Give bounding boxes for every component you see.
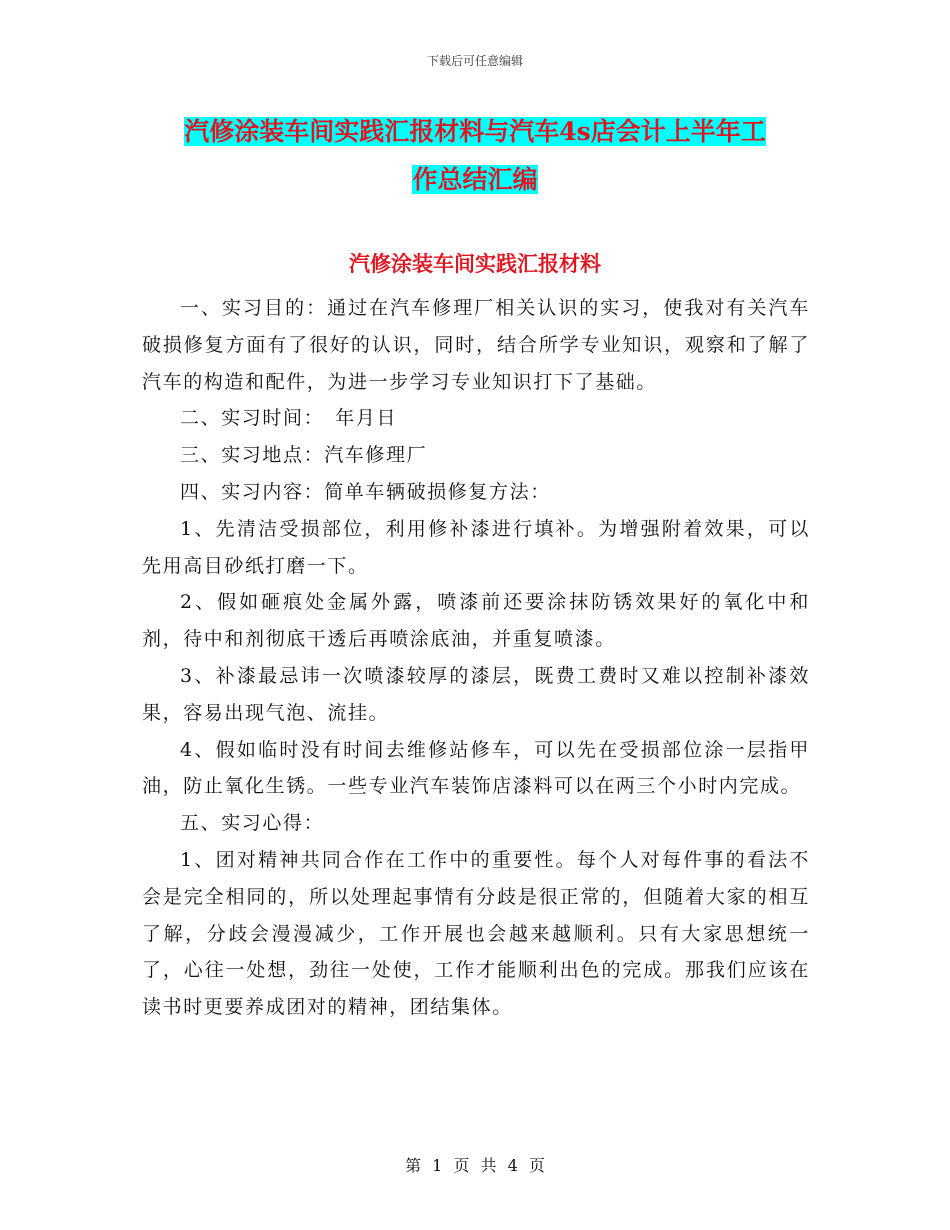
paragraph-purpose: 一、实习目的：通过在汽车修理厂相关认识的实习，使我对有关汽车破损修复方面有了很好的认识，同时，结合所学专业知识，观察和了解了汽车的构造和配件，为进一步学习专业知识打下了基础。 — [142, 297, 810, 393]
page-number: 第 1 页 共 4 页 — [405, 1156, 545, 1175]
paragraph-step-1: 1、先清洁受损部位，利用修补漆进行填补。为增强附着效果，可以先用高目砂纸打磨一下。 — [142, 517, 810, 577]
document-title-line-1: 汽修涂装车间实践汇报材料与汽车4s店会计上半年工 — [184, 117, 766, 146]
paragraph-content: 四、实习内容：简单车辆破损修复方法： — [180, 480, 551, 503]
paragraph-reflection: 五、实习心得： — [180, 812, 325, 835]
paragraph-time: 二、实习时间： 年月日 — [180, 407, 398, 430]
paragraph-step-2: 2、假如砸痕处金属外露，喷漆前还要涂抹防锈效果好的氧化中和剂，待中和剂彻底干透后再喷涂底油，并重复喷漆。 — [142, 591, 810, 651]
section-title: 汽修涂装车间实践汇报材料 — [349, 251, 601, 276]
header-note: 下载后可任意编辑 — [426, 54, 523, 68]
paragraph-step-4: 4、假如临时没有时间去维修站修车，可以先在受损部位涂一层指甲油，防止氧化生锈。一些专业汽车装饰店漆料可以在两三个小时内完成。 — [142, 738, 810, 798]
paragraph-step-3: 3、补漆最忌讳一次喷漆较厚的漆层，既费工费时又难以控制补漆效果，容易出现气泡、流挂。 — [142, 664, 810, 724]
paragraph-location: 三、实习地点：汽车修理厂 — [180, 444, 428, 467]
document-title — [140, 108, 810, 204]
paragraph-reflection-1: 1、团对精神共同合作在工作中的重要性。每个人对每件事的看法不会是完全相同的，所以处理起事情有分歧是很正常的，但随着大家的相互了解，分歧会漫漫减少，工作开展也会越来越顺利。只有大家思想统一了，心往一处想，劲往一处使，工作才能顺利出色的完成。那我们应该在读书时更要养成团对的精神，团结集体。 — [142, 848, 810, 1019]
document-body — [142, 290, 810, 1026]
document-title-line-2: 作总结汇编 — [412, 165, 538, 194]
